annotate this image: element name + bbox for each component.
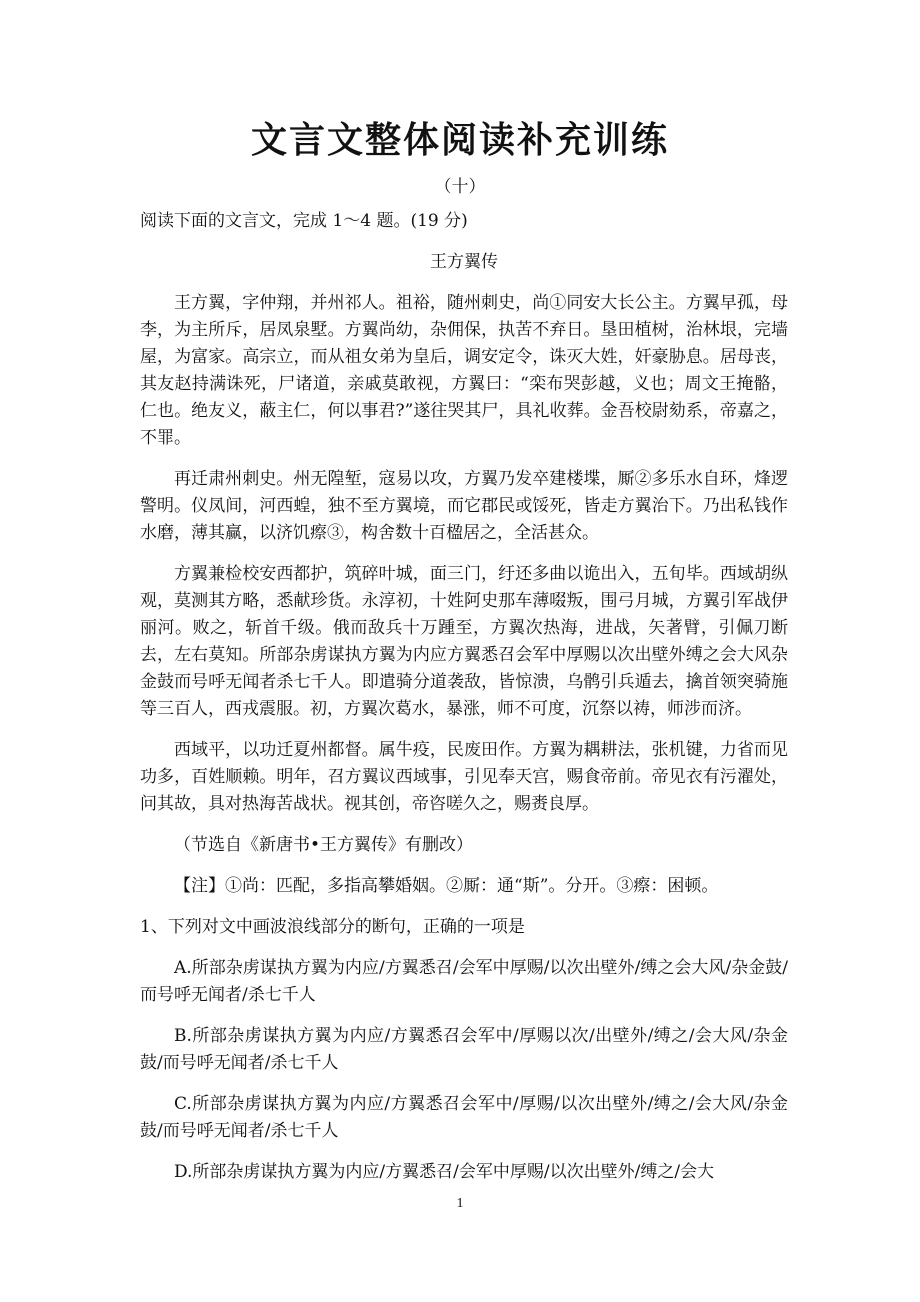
passage-paragraph-1: 王方翼，字仲翔，并州祁人。祖裕，随州刺史，尚①同安大长公主。方翼早孤，母李，为主所斥，居凤泉墅。方翼尚幼，杂佣保，执苦不弃日。垦田植树，治林垠，完墙屋，为富家。高宗立，而从祖女弟为皇后，调安定令，诛灭大姓，奸豪胁息。居母丧，其友赵持满诛死，尸诸道，亲戚莫敢视，方翼曰：“栾布哭彭越，义也；周文王掩骼，仁也。绝友义，蔽主仁，何以事君?”遂往哭其尸，具礼收葬。金吾校尉劾系，帝嘉之，不罪。	[140, 293, 788, 448]
passage-paragraph-4: 西域平，以功迁夏州都督。属牛疫，民废田作。方翼为耦耕法，张机键，力省而见功多，百姓顺赖。明年，召方翼议西域事，引见奉天宫，赐食帝前。帝见衣有污濯处，问其故，具对热海苦战状。视其创，帝咨嗟久之，赐赉良厚。	[140, 740, 788, 814]
document-subtitle: （十）	[434, 177, 486, 197]
page-number: 1	[456, 1196, 464, 1211]
reading-instruction: 阅读下面的文言文，完成 1～4 题。(19 分)	[140, 211, 468, 231]
question-1-option-d: D.所部杂虏谋执方翼为内应/方翼悉召/会军中厚赐/以次出壁外/缚之/会大	[174, 1162, 715, 1182]
annotation-note: 【注】①尚：匹配，多指高攀婚姻。②厮：通“斯”。分开。③瘵：困顿。	[174, 876, 719, 896]
passage-title: 王方翼传	[430, 252, 498, 272]
passage-paragraph-2: 再迁肃州刺史。州无隍堑，寇易以攻，方翼乃发卒建楼堞，厮②多乐水自环，烽逻警明。仪凤间，河西蝗，独不至方翼境，而它郡民或馁死，皆走方翼治下。乃出私钱作水磨，薄其赢，以济饥瘵③，构舍数十百楹居之，全活甚众。	[140, 469, 788, 543]
question-1-stem: 1、下列对文中画波浪线部分的断句，正确的一项是	[140, 917, 525, 937]
document-body	[140, 208, 788, 1200]
question-1-option-b: B.所部杂虏谋执方翼为内应/方翼悉召会军中/厚赐以次/出壁外/缚之/会大风/杂金鼓/而号呼无闻者/杀七千人	[140, 1026, 788, 1073]
question-1-option-a: A.所部杂虏谋执方翼为内应/方翼悉召/会军中厚赐/以次出壁外/缚之会大风/杂金鼓/而号呼无闻者/杀七千人	[140, 958, 788, 1005]
passage-paragraph-3: 方翼兼检校安西都护，筑碎叶城，面三门，纡还多曲以诡出入，五旬毕。西域胡纵观，莫测其方略，悉献珍货。永淳初，十姓阿史那车薄啜叛，围弓月城，方翼引军战伊丽河。败之，斩首千级。俄而敌兵十万踵至，方翼次热海，进战，矢著臂，引佩刀断去，左右莫知。所部杂虏谋执方翼为内应方翼悉召会军中厚赐以次出壁外缚之会大风杂金鼓而号呼无闻者杀七千人。即遣骑分道袭敌，皆惊溃，乌鹘引兵遁去，擒首领突骑施等三百人，西戎震服。初，方翼次葛水，暴涨，师不可度，沉祭以祷，师涉而济。	[140, 564, 788, 719]
passage-source: （节选自《新唐书•王方翼传》有删改）	[174, 835, 474, 855]
document-title: 文言文整体阅读补充训练	[250, 120, 669, 161]
question-1-option-c: C.所部杂虏谋执方翼为内应/方翼悉召会军中/厚赐/以次出壁外/缚之/会大风/杂金鼓/而号呼无闻者/杀七千人	[140, 1094, 788, 1141]
